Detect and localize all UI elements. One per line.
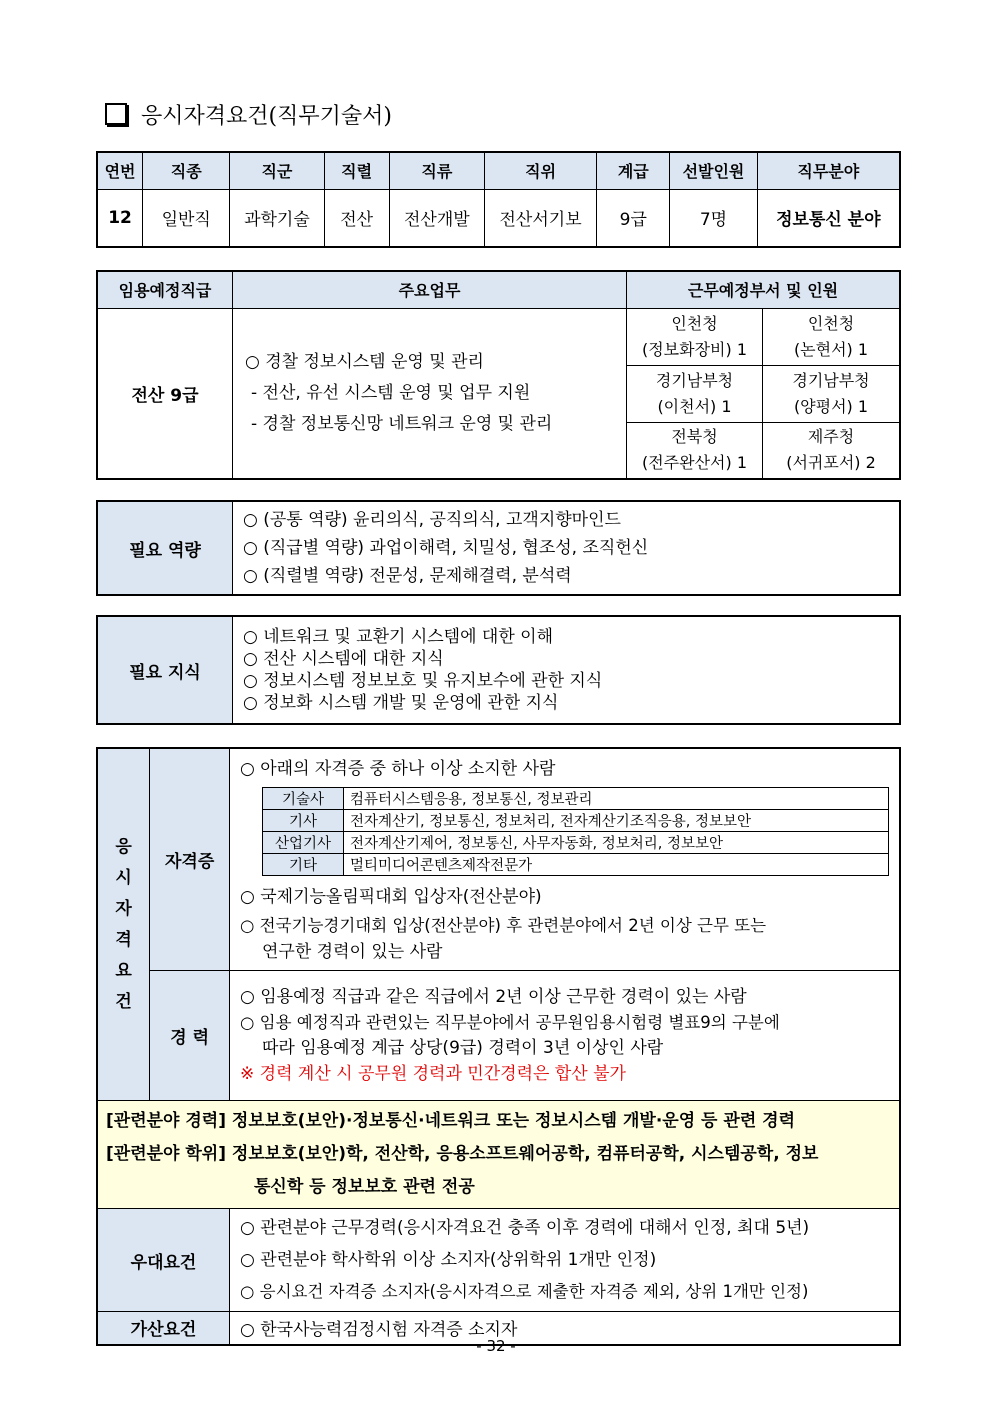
related-degree-value: 정보보호(보안)학, 전산학, 응용소프트웨어공학, 컴퓨터공학, 시스템공학, 정보	[231, 1144, 819, 1164]
cert-intro: ○ 아래의 자격증 중 하나 이상 소지한 사람	[240, 759, 556, 779]
data-cell: 전산서기보	[484, 189, 596, 247]
knowledge-label: 필요 지식	[97, 616, 233, 724]
cert-list-table	[262, 787, 889, 876]
bonus-label: 가산요건	[97, 1312, 230, 1345]
career-item: ○ 임용 예정직과 관련있는 직무분야에서 공무원임용시험령 별표9의 구분에	[240, 1012, 780, 1032]
section-title: 응시자격요건(직무기술서)	[141, 103, 392, 129]
competency-item: ○ (직급별 역량) 과업이해력, 치밀성, 협조성, 조직헌신	[243, 538, 649, 558]
data-cell: 전산	[324, 189, 389, 247]
knowledge-item: ○ 전산 시스템에 대한 지식	[243, 649, 444, 669]
duty-item: - 전산, 유선 시스템 운영 및 업무 지원	[251, 382, 531, 403]
career-item: ○ 임용예정 직급과 같은 직급에서 2년 이상 근무한 경력이 있는 사람	[240, 986, 747, 1007]
preference-item: ○ 관련분야 근무경력(응시자격요건 충족 이후 경력에 대해서 인정, 최대 5년)	[240, 1218, 810, 1238]
competency-item: ○ (직렬별 역량) 전문성, 문제해결력, 분석력	[243, 566, 572, 586]
competency-item: ○ (공통 역량) 윤리의식, 공직의식, 고객지향마인드	[243, 510, 621, 530]
related-career-key: [관련분야 경력]	[106, 1111, 226, 1131]
career-item-cont: 따라 임용예정 계급 상당(9급) 경력이 3년 이상인 사람	[262, 1037, 664, 1058]
qualification-side-label: 응 시 자 격 요 건	[97, 748, 150, 1101]
related-content	[97, 1101, 900, 1209]
dept-cell: 인천청 (정보화장비) 1	[627, 308, 763, 365]
duty-item: ○ 경찰 정보시스템 운영 및 관리	[245, 351, 484, 372]
duty-table	[96, 270, 901, 480]
related-row	[97, 1101, 900, 1209]
cert-list-row: 기술사 컴퓨터시스템응용, 정보통신, 정보관리	[263, 788, 889, 810]
dept-cell: 경기남부청 (양평서) 1	[763, 365, 901, 422]
career-content	[230, 971, 901, 1101]
bonus-item: ○ 한국사능력검정시험 자격증 소지자	[230, 1312, 901, 1345]
checkbox-square-icon	[105, 103, 127, 125]
dept-cell: 인천청 (논현서) 1	[763, 308, 901, 365]
cert-list-row: 기사 전자계산기, 정보통신, 정보처리, 전자계산기조직응용, 정보보안	[263, 810, 889, 832]
knowledge-table	[96, 615, 901, 725]
header-cell: 직위	[484, 152, 596, 189]
cert-extra: ○ 전국기능경기대회 입상(전산분야) 후 관련분야에서 2년 이상 근무 또는	[240, 916, 767, 935]
competency-table	[96, 500, 901, 596]
career-label: 경 력	[150, 971, 230, 1101]
rank-cell: 전산 9급	[97, 308, 233, 479]
header-cell: 직렬	[324, 152, 389, 189]
preference-label: 우대요건	[97, 1209, 230, 1312]
header-cell: 계급	[597, 152, 670, 189]
knowledge-list	[233, 616, 901, 724]
cert-row	[97, 748, 900, 971]
dept-cell: 제주청 (서귀포서) 2	[763, 422, 901, 479]
header-cell: 직군	[230, 152, 324, 189]
data-cell: 9급	[597, 189, 670, 247]
data-cell: 12	[97, 189, 143, 247]
duty-header-row	[97, 271, 900, 308]
knowledge-item: ○ 정보시스템 정보보호 및 유지보수에 관한 지식	[243, 671, 603, 691]
competency-label: 필요 역량	[97, 501, 233, 595]
header-cell: 직류	[389, 152, 484, 189]
section-title-row	[105, 100, 392, 128]
related-degree-key: [관련분야 학위]	[106, 1144, 226, 1164]
header-cell: 주요업무	[233, 271, 627, 308]
cert-list-row: 산업기사 전자계산기제어, 정보통신, 사무자동화, 정보처리, 정보보안	[263, 832, 889, 854]
career-note: ※ 경력 계산 시 공무원 경력과 민간경력은 합산 불가	[240, 1063, 626, 1084]
position-table	[96, 151, 901, 248]
position-header-row	[97, 152, 900, 189]
cert-extra-cont: 연구한 경력이 있는 사람	[262, 942, 443, 962]
knowledge-item: ○ 네트워크 및 교환기 시스템에 대한 이해	[243, 627, 554, 647]
duty-list	[233, 308, 627, 479]
competency-list	[233, 501, 901, 595]
duty-row	[97, 308, 900, 365]
data-cell: 전산개발	[389, 189, 484, 247]
qualification-table	[96, 747, 901, 1346]
header-cell: 임용예정직급	[97, 271, 233, 308]
related-career-value: 정보보호(보안)·정보통신·네트워크 또는 정보시스템 개발·운영 등 관련 경력	[231, 1111, 796, 1131]
preference-item: ○ 관련분야 학사학위 이상 소지자(상위학위 1개만 인정)	[240, 1250, 657, 1270]
dept-cell: 전북청 (전주완산서) 1	[627, 422, 763, 479]
header-cell: 직무분야	[757, 152, 900, 189]
cert-list-row: 기타 멀티미디어콘텐츠제작전문가	[263, 854, 889, 876]
data-cell: 일반직	[143, 189, 230, 247]
header-cell: 근무예정부서 및 인원	[627, 271, 901, 308]
career-row	[97, 971, 900, 1101]
position-data-row	[97, 189, 900, 247]
dept-cell: 경기남부청 (이천서) 1	[627, 365, 763, 422]
duty-item: - 경찰 정보통신망 네트워크 운영 및 관리	[251, 413, 553, 434]
header-cell: 연번	[97, 152, 143, 189]
related-degree-cont: 통신학 등 정보보호 관련 전공	[254, 1177, 475, 1197]
preference-item: ○ 응시요건 자격증 소지자(응시자격으로 제출한 자격증 제외, 상위 1개만 인정)	[240, 1282, 809, 1301]
header-cell: 선발인원	[670, 152, 757, 189]
preference-row	[97, 1209, 900, 1312]
cert-content	[230, 748, 901, 971]
header-cell: 직종	[143, 152, 230, 189]
page-number: - 32 -	[476, 1337, 516, 1355]
cert-label: 자격증	[150, 748, 230, 971]
knowledge-item: ○ 정보화 시스템 개발 및 운영에 관한 지식	[243, 693, 559, 713]
data-cell: 정보통신 분야	[757, 189, 900, 247]
cert-extra: ○ 국제기능올림픽대회 입상자(전산분야)	[240, 887, 542, 907]
data-cell: 7명	[670, 189, 757, 247]
data-cell: 과학기술	[230, 189, 324, 247]
preference-list	[230, 1209, 901, 1312]
